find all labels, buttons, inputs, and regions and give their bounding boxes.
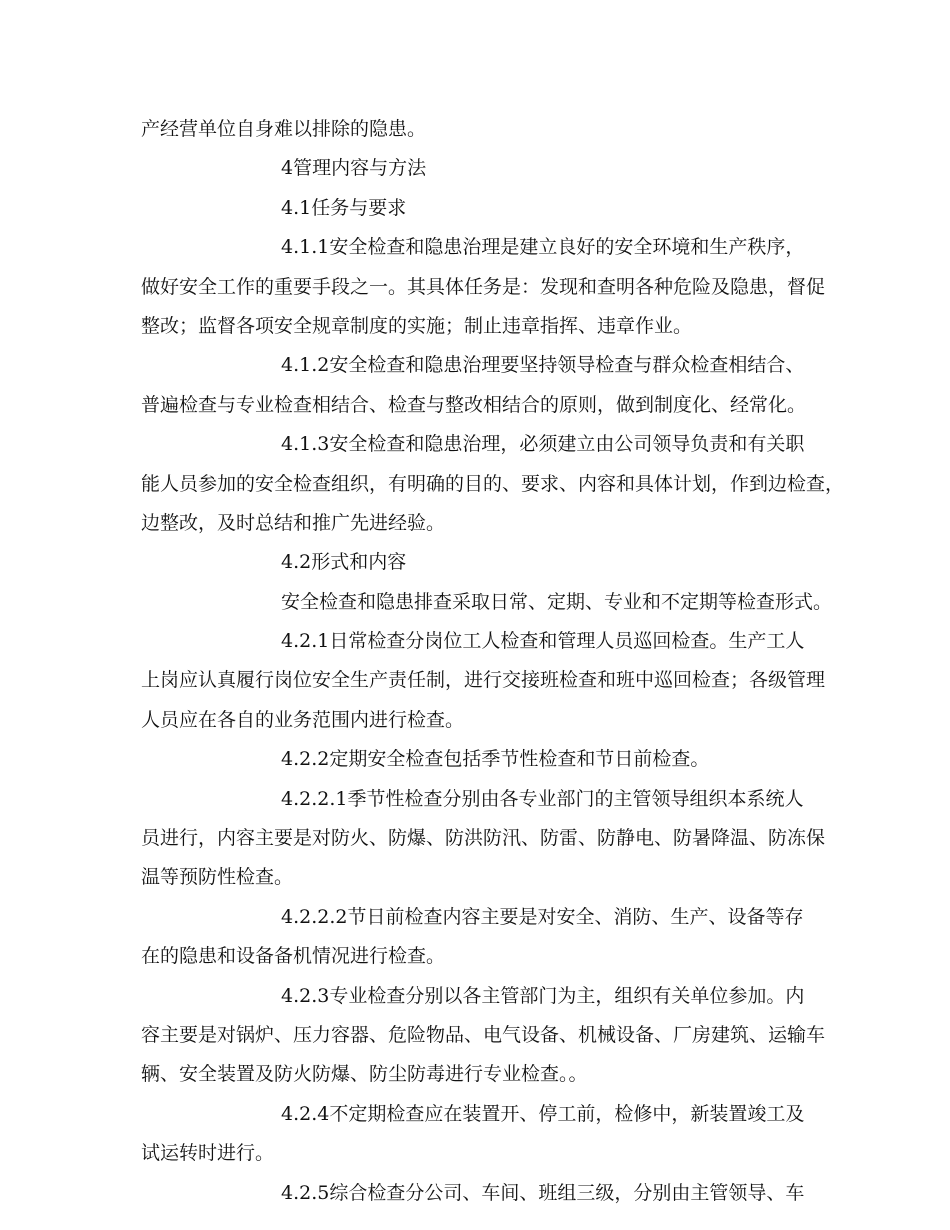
paragraph-4-1-1-start: 4.1.1安全检查和隐患治理是建立良好的安全环境和生产秩序， bbox=[281, 236, 805, 259]
paragraph-4-2-4-start: 4.2.4不定期检查应在装置开、停工前，检修中，新装置竣工及 bbox=[281, 1102, 805, 1125]
section-heading-4-1: 4.1任务与要求 bbox=[281, 196, 407, 219]
paragraph-4-2-5-start: 4.2.5综合检查分公司、车间、班组三级，分别由主管领导、车 bbox=[281, 1181, 805, 1204]
paragraph-4-1-3-start: 4.1.3安全检查和隐患治理，必须建立由公司领导负责和有关职 bbox=[281, 433, 805, 456]
paragraph-4-2-1-start: 4.2.1日常检查分岗位工人检查和管理人员巡回检查。生产工人 bbox=[281, 630, 805, 653]
text-line: 整改；监督各项安全规章制度的实施；制止违章指挥、违章作业。 bbox=[141, 314, 693, 337]
text-line: 人员应在各自的业务范围内进行检查。 bbox=[141, 708, 465, 731]
text-line: 辆、安全装置及防火防爆、防尘防毒进行专业检查。。 bbox=[141, 1063, 588, 1086]
text-line: 试运转时进行。 bbox=[141, 1142, 275, 1165]
section-heading-4-2: 4.2形式和内容 bbox=[281, 551, 407, 574]
paragraph-4-2-2-2-start: 4.2.2.2节日前检查内容主要是对安全、消防、生产、设备等存 bbox=[281, 905, 804, 928]
text-line: 上岗应认真履行岗位安全生产责任制，进行交接班检查和班中巡回检查；各级管理 bbox=[141, 669, 826, 692]
text-line: 在的隐患和设备备机情况进行检查。 bbox=[141, 945, 446, 968]
text-line: 员进行，内容主要是对防火、防爆、防洪防汛、防雷、防静电、防暑降温、防冻保 bbox=[141, 827, 826, 850]
section-heading-4: 4管理内容与方法 bbox=[281, 157, 427, 180]
text-line: 能人员参加的安全检查组织，有明确的目的、要求、内容和具体计划，作到边检查， bbox=[141, 472, 845, 495]
text-line: 普遍检查与专业检查相结合、检查与整改相结合的原则，做到制度化、经常化。 bbox=[141, 393, 807, 416]
paragraph-4-2-2: 4.2.2定期安全检查包括季节性检查和节日前检查。 bbox=[281, 748, 710, 771]
text-line: 温等预防性检查。 bbox=[141, 866, 294, 889]
paragraph-4-2-intro: 安全检查和隐患排查采取日常、定期、专业和不定期等检查形式。 bbox=[281, 590, 833, 613]
text-line: 产经营单位自身难以排除的隐患。 bbox=[141, 118, 427, 140]
paragraph-4-2-2-1-start: 4.2.2.1季节性检查分别由各专业部门的主管领导组织本系统人 bbox=[281, 787, 804, 810]
text-line: 做好安全工作的重要手段之一。其具体任务是：发现和查明各种危险及隐患，督促 bbox=[141, 275, 826, 298]
text-line: 容主要是对锅炉、压力容器、危险物品、电气设备、机械设备、厂房建筑、运输车 bbox=[141, 1023, 826, 1046]
paragraph-4-1-2-start: 4.1.2安全检查和隐患治理要坚持领导检查与群众检查相结合、 bbox=[281, 354, 805, 377]
paragraph-4-2-3-start: 4.2.3专业检查分别以各主管部门为主，组织有关单位参加。内 bbox=[281, 984, 805, 1007]
text-line: 边整改，及时总结和推广先进经验。 bbox=[141, 511, 446, 534]
body-text bbox=[141, 110, 845, 1213]
